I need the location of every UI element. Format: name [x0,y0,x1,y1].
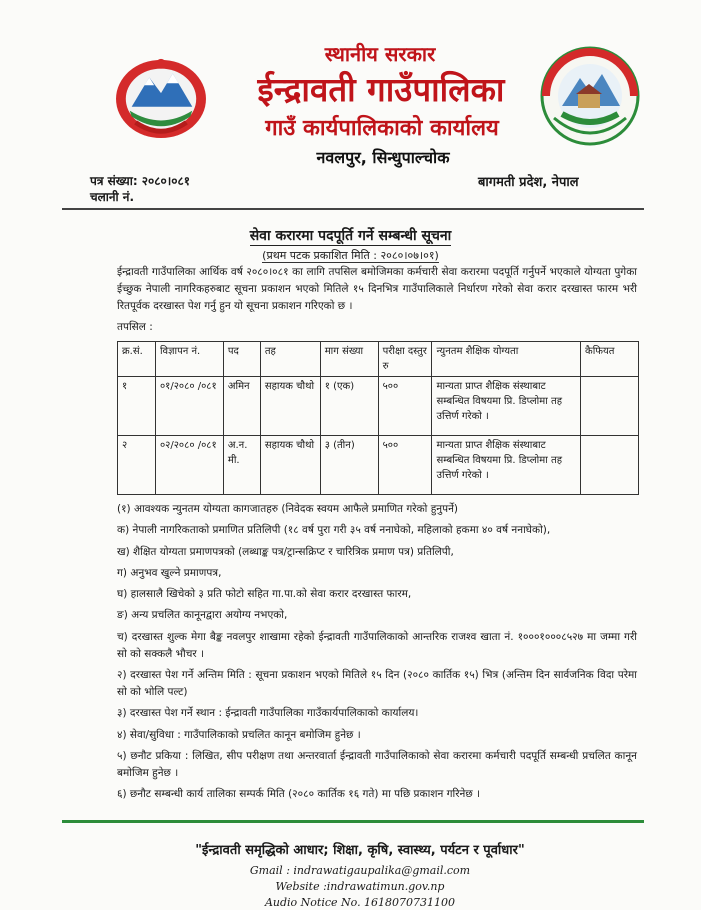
notice-intro: ईन्द्रावती गाउँपालिका आर्थिक वर्ष २०८०।०८१ का लागि तपसिल बमोजिमका कर्मचारी सेवा करारमा पदपूर्ति गर्नुपर्ने भएकाले योग्यता पुगेका ईच्छुक नेपाली नागरिकहरुबाट सूचना प्रकाशन भएको मितिले १५ दिनभित्र गाउँपालिकाले निर्धारण गरेको सेवा करार दरखास्त फारम भरी रितपूर्वक दरखास्त पेश गर्नु हुन यो सूचना प्रकाशन गरिएको छ । [117,266,637,312]
table-cell: १ [118,377,156,436]
footer-email[interactable]: Gmail : indrawatigaupalika@gmail.com [249,864,471,877]
condition-item: ख) शैक्षित योग्यता प्रमाणपत्रको (लब्धाङ्क पत्र/ट्रान्सक्रिप्ट र चारित्रिक प्रमाण पत्र) प्रतिलिपी, [117,545,454,558]
dispatch-number: चलानी नं. [90,190,135,204]
header-municipality-name: ईन्द्रावती गाउँपालिका [257,70,505,109]
table-cell: सहायक चौथो [260,377,320,436]
condition-item: ६) छनौट सम्बन्धी कार्य तालिका सम्पर्क मिति (२०८० कार्तिक १६ गते) मा पछि प्रकाशन गरिनेछ । [117,788,481,801]
conditions-list [117,501,637,808]
footer-slogan: "ईन्द्रावती समृद्धिको आधार; शिक्षा, कृषि, स्वास्थ्य, पर्यटन र पूर्वाधार" [195,843,525,858]
table-cell: ०२/२०८० /०८१ [155,436,223,495]
condition-item: ग) अनुभव खुल्ने प्रमाणपत्र, [117,566,222,579]
table-cell: मान्यता प्राप्त शैक्षिक संस्थाबाट सम्बन्धित विषयमा प्रि. डिप्लोमा तह उत्तिर्ण गरेको । [432,436,581,495]
table-cell [581,436,639,495]
table-cell: मान्यता प्राप्त शैक्षिक संस्थाबाट सम्बन्धित विषयमा प्रि. डिप्लोमा तह उत्तिर्ण गरेको । [432,377,581,436]
footer-divider [62,820,644,823]
table-header: तह [260,342,320,377]
table-header-row [118,342,639,377]
condition-item: ४) सेवा/सुविधा : गाउँपालिकाको प्रचलित कानून बमोजिम हुनेछ । [117,728,361,741]
table-header: माग संख्या [320,342,378,377]
condition-item: क) नेपाली नागरिकताको प्रमाणित प्रतिलिपी (१८ वर्ष पुरा गरी ३५ वर्ष ननाघेको, महिलाको हकमा ४० वर्ष ननाघेको), [117,524,551,537]
condition-item: घ) हालसालै खिचेको ३ प्रति फोटो सहित गा.पा.को सेवा करार दरखास्त फारम, [117,588,412,601]
letter-number: पत्र संख्या: २०८०।०८१ [90,174,191,188]
table-cell: १ (एक) [320,377,378,436]
condition-item: (१) आवश्यक न्युनतम योग्यता कागजातहरु (निवेदक स्वयम आफैले प्रमाणित गरेको हुनुपर्ने) [117,503,458,515]
table-header: विज्ञापन नं. [155,342,223,377]
table-cell: ५०० [378,377,432,436]
notice-title: सेवा करारमा पदपूर्ति गर्ने सम्बन्धी सूचना [249,228,452,244]
header-divider [62,208,644,210]
publish-date: (प्रथम पटक प्रकाशित मिति : २०८०।०७।०१) [262,249,439,262]
header-address: नवलपुर, सिन्धुपाल्चोक [316,148,450,167]
condition-item: ३) दरखास्त पेश गर्ने स्थान : ईन्द्रावती गाउँपालिका गाउँकार्यपालिकाको कार्यालय। [117,707,419,720]
table-cell [581,377,639,436]
condition-item: ङ) अन्य प्रचलित कानूनद्वारा अयोग्य नभएको, [117,609,288,622]
table-header: क्र.सं. [118,342,156,377]
detail-label: तपसिल : [117,321,153,333]
table-header: कैफियत [581,342,639,377]
nepal-emblem-icon [112,52,210,140]
table-row [118,436,639,495]
footer-audio-notice: Audio Notice No. 1618070731100 [264,896,456,909]
header-office-name: गाउँ कार्यपालिकाको कार्यालय [265,116,499,141]
table-cell: ०१/२०८० /०८१ [155,377,223,436]
table-header: पद [223,342,260,377]
municipality-logo-icon [540,44,640,149]
condition-item: च) दरखास्त शुल्क मेगा बैङ्क नवलपुर शाखामा रहेको ईन्द्रावती गाउँपालिकाको आन्तरिक राजश्व खाता नं. १०००१०००८५२७ मा जम्मा गरी सो को सक्कलै भौचर । [117,630,637,660]
table-cell: सहायक चौथो [260,436,320,495]
province-address: बागमती प्रदेश, नेपाल [478,175,579,190]
table-row [118,377,639,436]
table-header: न्युनतम शैक्षिक योग्यता [432,342,581,377]
table-cell: अ.न. मी. [223,436,260,495]
vacancy-table [117,341,639,495]
header-local-government: स्थानीय सरकार [324,42,436,66]
table-cell: २ [118,436,156,495]
table-cell: ५०० [378,436,432,495]
table-header: परीक्षा दस्तुर रु [378,342,432,377]
table-cell: अमिन [223,377,260,436]
condition-item: ५) छनौट प्रकिया : लिखित, सीप परीक्षण तथा अन्तरवार्ता ईन्द्रावती गाउँपालिकाको सेवा करारमा कर्मचारी पदपूर्ति सम्बन्धी प्रचलित कानून बमोजिम हुनेछ । [117,749,637,779]
condition-item: २) दरखास्त पेश गर्ने अन्तिम मिति : सूचना प्रकाशन भएको मितिले १५ दिन (२०८० कार्तिक १५) भित्र (अन्तिम दिन सार्वजनिक विदा परेमा सो को भोलि पल्ट) [117,669,637,699]
table-cell: ३ (तीन) [320,436,378,495]
footer-website[interactable]: Website :indrawatimun.gov.np [275,880,445,893]
